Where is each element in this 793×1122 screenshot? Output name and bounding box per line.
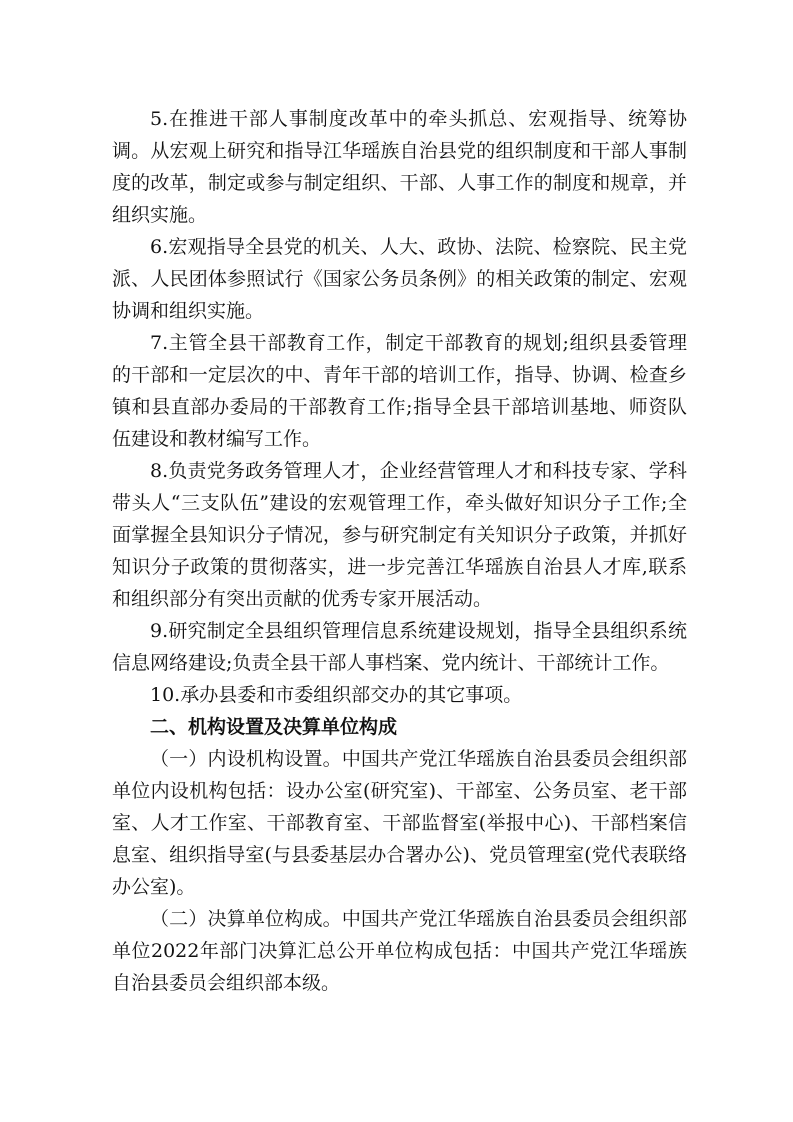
duty-item-5: 5.在推进干部人事制度改革中的牵头抓总、宏观指导、统筹协调。从宏观上研究和指导江华瑶族自治县党的组织制度和干部人事制度的改革，制定或参与制定组织、干部、人事工作的制度和规章，并组织实施。 xyxy=(112,108,687,226)
document-body xyxy=(112,103,687,999)
duty-item-9: 9.研究制定全县组织管理信息系统建设规划，指导全县组织系统信息网络建设;负责全县干部人事档案、党内统计、干部统计工作。 xyxy=(112,620,687,674)
accounting-unit-paragraph: （二）决算单位构成。中国共产党江华瑶族自治县委员会组织部单位2022年部门决算汇总公开单位构成包括：中国共产党江华瑶族自治县委员会组织部本级。 xyxy=(112,908,687,994)
duty-item-6: 6.宏观指导全县党的机关、人大、政协、法院、检察院、民主党派、人民团体参照试行《国家公务员条例》的相关政策的制定、宏观协调和组织实施。 xyxy=(112,236,687,322)
duty-item-7: 7.主管全县干部教育工作，制定干部教育的规划;组织县委管理的干部和一定层次的中、青年干部的培训工作，指导、协调、检查乡镇和县直部办委局的干部教育工作;指导全县干部培训基地、师资队伍建设和教材编写工作。 xyxy=(112,332,687,450)
duty-item-8: 8.负责党务政务管理人才，企业经营管理人才和科技专家、学科带头人“三支队伍”建设的宏观管理工作，牵头做好知识分子工作;全面掌握全县知识分子情况，参与研究制定有关知识分子政策，并抓好知识分子政策的贯彻落实，进一步完善江华瑶族自治县人才库,联系和组织部分有突出贡献的优秀专家开展活动。 xyxy=(112,460,687,610)
duty-item-10: 10.承办县委和市委组织部交办的其它事项。 xyxy=(150,684,523,706)
section-heading: 二、机构设置及决算单位构成 xyxy=(150,716,398,738)
internal-structure-paragraph: （一）内设机构设置。中国共产党江华瑶族自治县委员会组织部单位内设机构包括：设办公室(研究室)、干部室、公务员室、老干部室、人才工作室、干部教育室、干部监督室(举报中心)、干部档案信息室、组织指导室(与县委基层办合署办公)、党员管理室(党代表联络办公室)。 xyxy=(112,748,687,898)
